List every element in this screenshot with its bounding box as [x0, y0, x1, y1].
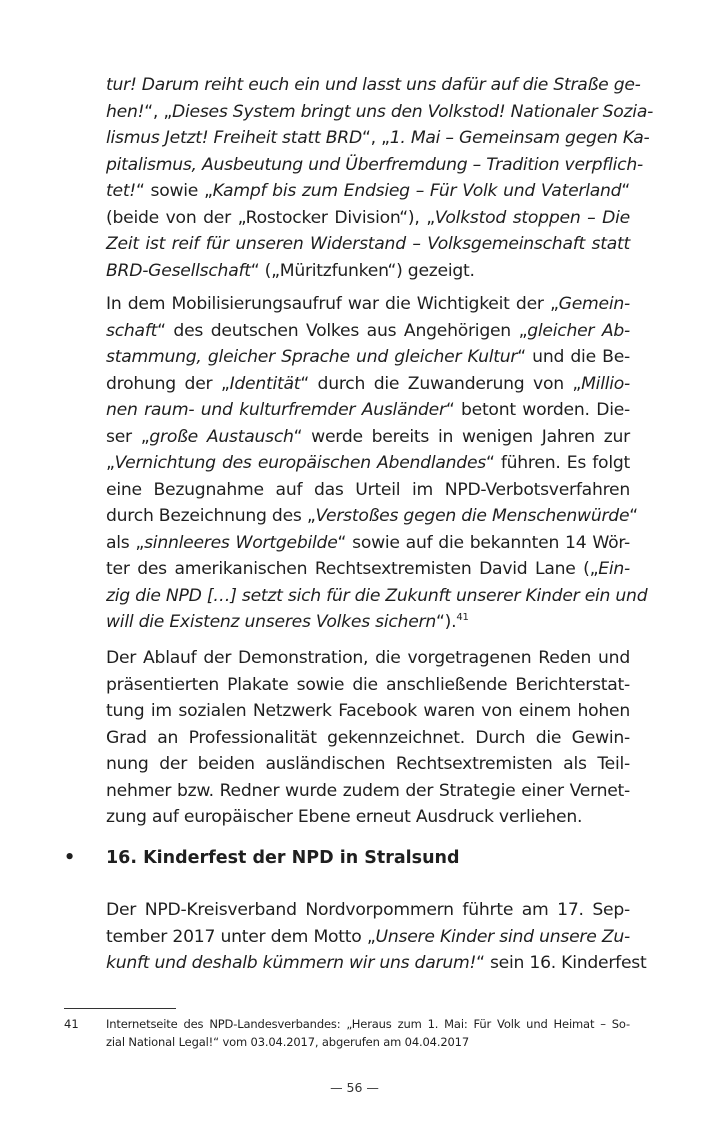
text-line [106, 698, 630, 724]
text-segment: eine Bezugnahme auf das Urteil im NPD-Verbotsverfahren [106, 479, 630, 500]
text-line [106, 751, 630, 777]
text-line [106, 205, 630, 231]
section-heading [0, 844, 709, 872]
quoted-text: lismus Jetzt! Freiheit statt BRD [106, 128, 362, 148]
text-line [106, 318, 630, 344]
text-segment: In dem Mobilisierungsaufruf war die Wichtigkeit der „ [106, 294, 559, 314]
text-segment: “ durch die Zuwanderung von „ [300, 373, 582, 394]
quoted-text: Kampf bis zum Endsieg – Für Volk und Vaterland [212, 181, 622, 201]
quoted-text: stammung, gleicher Sprache und gleicher Kultur [106, 347, 518, 367]
text-line [106, 344, 630, 370]
text-line [106, 897, 630, 923]
quoted-text: sinnleeres Wortgebilde [144, 532, 338, 553]
text-segment: “ führen. Es folgt [486, 453, 631, 473]
quoted-text: BRD-Gesellschaft [106, 260, 251, 281]
quoted-text: will die Existenz unseres Volkes sichern [106, 612, 436, 632]
text-line [106, 72, 641, 98]
quoted-text: Volkstod stoppen – Die [434, 207, 630, 228]
text-line [106, 778, 630, 804]
text-line [106, 645, 630, 671]
text-line [106, 178, 630, 204]
text-segment: “ („Müritzfunken“) gezeigt. [250, 260, 475, 281]
quoted-text: Vernichtung des europäischen Abendlandes [114, 453, 486, 473]
text-segment: ter des amerikanischen Rechtsextremisten David Lane („ [106, 559, 599, 579]
quoted-text: tet! [106, 181, 136, 201]
text-segment: Grad an Professionalität gekennzeichnet. Durch die Gewin- [106, 727, 630, 748]
text-line [106, 725, 630, 751]
page-number: — 56 — [330, 1080, 379, 1095]
quoted-text: Unsere Kinder sind unsere Zu- [375, 926, 630, 947]
text-segment: (beide von der „Rostocker Division“), „ [106, 207, 435, 228]
footnote-reference: 41 [456, 612, 469, 623]
text-segment: tung im sozialen Netzwerk Facebook waren von einem hohen [106, 701, 630, 721]
quoted-text: pitalismus, Ausbeutung und Überfremdung – Tradition verpflich- [106, 154, 643, 175]
text-segment: “ und die Be- [517, 347, 630, 367]
text-segment: “ [621, 181, 630, 201]
text-segment: “ sowie auf die bekannten 14 Wör- [337, 532, 631, 553]
text-line [106, 950, 647, 976]
text-segment: “ sowie „ [135, 181, 213, 201]
text-segment: “, „ [144, 101, 173, 122]
text-segment: tember 2017 unter dem Motto „ [106, 926, 376, 947]
text-line [106, 152, 643, 178]
text-segment: “). [436, 612, 457, 632]
text-segment: durch Bezeichnung des „ [106, 506, 316, 526]
text-segment: “ sein 16. Kinderfest [476, 953, 647, 973]
text-segment: “ [629, 506, 638, 526]
text-line [106, 258, 630, 284]
text-segment: nehmer bzw. Redner wurde zudem der Strategie einer Vernet- [106, 780, 630, 801]
text-line [106, 556, 630, 582]
quoted-text: Gemein- [558, 294, 630, 314]
quoted-text: tur! Darum reiht euch ein und lasst uns dafür auf die Straße ge- [106, 75, 641, 95]
text-segment: “ des deutschen Volkes aus Angehörigen „ [157, 320, 528, 341]
text-line [106, 125, 650, 151]
text-segment: Der Ablauf der Demonstration, die vorgetragenen Reden und [106, 648, 630, 668]
quoted-text: Identität [229, 373, 301, 394]
text-line [106, 804, 630, 830]
quoted-text: Dieses System bringt uns den Volkstod! Nationaler Sozia- [172, 101, 654, 122]
quoted-text: hen! [106, 101, 145, 122]
footnote-line: zial National Legal!“ vom 03.04.2017, abgerufen am 04.04.2017 [106, 1035, 470, 1049]
text-segment: “, „ [361, 128, 390, 148]
text-segment: „ [106, 453, 115, 473]
quoted-text: große Austausch [149, 426, 294, 447]
quoted-text: zig die NPD […] setzt sich für die Zukunft unserer Kinder ein und [106, 585, 648, 606]
quoted-text: schaft [106, 320, 158, 341]
text-segment: Der NPD-Kreisverband Nordvorpommern führte am 17. Sep- [106, 900, 630, 920]
footnote-line: Internetseite des NPD-Landesverbandes: „Heraus zum 1. Mai: Für Volk und Heimat – So- [106, 1017, 630, 1031]
text-line [106, 424, 630, 450]
quoted-text: nen raum- und kulturfremder Ausländer [106, 400, 446, 420]
quoted-text: Verstoßes gegen die Menschenwürde [315, 506, 630, 526]
quoted-text: Millio- [581, 373, 630, 394]
text-segment: “ werde bereits in wenigen Jahren zur [293, 426, 630, 447]
quoted-text: 1. Mai – Gemeinsam gegen Ka- [389, 128, 650, 148]
text-segment: “ betont worden. Die- [445, 400, 630, 420]
quoted-text: gleicher Ab- [527, 320, 630, 341]
text-line [106, 291, 630, 317]
footnote-number: 41 [64, 1017, 79, 1031]
section-heading-text: 16. Kinderfest der NPD in Stralsund [106, 848, 460, 868]
text-line [106, 231, 630, 257]
text-line [106, 583, 648, 609]
text-line [106, 609, 630, 635]
quoted-text: Zeit ist reif für unseren Widerstand – Volksgemeinschaft statt [106, 234, 630, 254]
text-line [106, 477, 630, 503]
bullet-marker: • [64, 848, 76, 868]
text-line [106, 371, 630, 397]
text-line [106, 397, 630, 423]
text-line [106, 924, 630, 950]
text-line [106, 530, 630, 556]
text-segment: nung der beiden ausländischen Rechtsextremisten als Teil- [106, 754, 630, 774]
text-line [106, 99, 654, 125]
text-segment: drohung der „ [106, 373, 230, 394]
text-segment: präsentierten Plakate sowie die anschließende Berichterstat- [106, 674, 630, 695]
text-line [106, 503, 638, 529]
text-segment: als „ [106, 532, 145, 553]
text-line [106, 672, 630, 698]
text-line [106, 450, 630, 476]
footnote-divider [64, 1008, 176, 1009]
text-segment: ser „ [106, 426, 150, 447]
quoted-text: Ein- [598, 559, 630, 579]
text-segment: zung auf europäischer Ebene erneut Ausdruck verliehen. [106, 807, 583, 827]
quoted-text: kunft und deshalb kümmern wir uns darum! [106, 953, 477, 973]
